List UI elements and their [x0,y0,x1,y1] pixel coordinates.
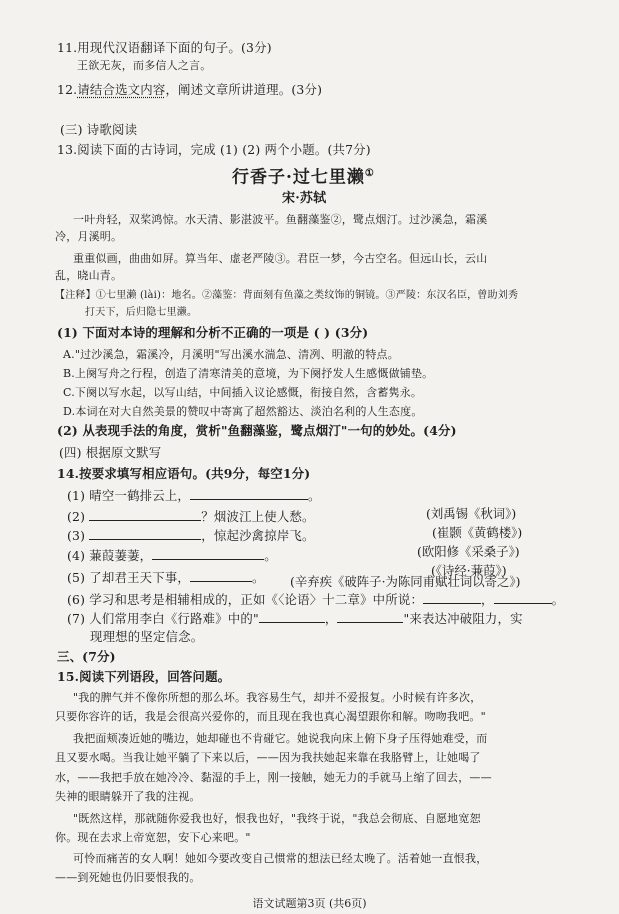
option-d: D.本词在对大自然美景的赞叹中寄寓了超然豁达、淡泊名利的人生态度。 [63,405,423,418]
answer-blank[interactable] [423,592,481,604]
poem-title [232,166,375,186]
passage-line: "我的脾气并不像你所想的那么坏。我容易生气，却并不爱报复。小时候有许多次， [73,691,482,704]
q15-prompt: 15.阅读下列语段，回答问题。 [57,669,231,684]
poem-title-text: 行香子·过七里濑 [232,167,365,188]
q14-source: (辛弃疾《破阵子·为陈同甫赋壮词以寄之》) [290,574,521,589]
section-poetry-heading: (三) 诗歌阅读 [60,122,138,137]
answer-blank[interactable] [494,592,552,604]
passage-line: 且又要水喝。当我让她平躺了下来以后，——因为我扶她起来靠在我胳臂上，让她喝了 [55,751,481,764]
answer-blank[interactable] [259,611,325,623]
q14-item7-cont: 现理想的坚定信念。 [90,629,204,644]
q13-prompt: 13.阅读下面的古诗词，完成 (1) (2) 两个小题。(共7分) [57,142,371,157]
passage-line: ——到死她也仍旧要恨我的。 [55,871,201,884]
q14-item: (5) 了却君王天下事， 。 [67,570,265,585]
q14-source: (刘禹锡《秋词》) [426,506,517,521]
poem-line: 乱，晓山青。 [55,269,123,282]
answer-blank[interactable] [190,488,308,500]
poem-line: 重重似画，曲曲如屏。算当年、虚老严陵③。君臣一梦，今古空名。但远山长，云山 [73,252,488,265]
option-b: B.上阕写舟之行程，创造了清寒清美的意境，为下阕抒发人生感慨做铺垫。 [63,367,434,380]
q14-item7: (7) 人们常用李白《行路难》中的" ， "来表达冲破阻力，实 [67,611,523,626]
answer-blank[interactable] [89,528,201,540]
q12-emphasis: 请结合选文内容 [77,82,166,97]
q14-prompt: 14.按要求填写相应语句。(共9分，每空1分) [57,466,311,481]
poem-note-cont: 打天下，后归隐七里濑。 [85,307,198,318]
poem-line: 一叶舟轻，双桨鸿惊。水天清、影湛波平。鱼翻藻鉴②，鹭点烟汀。过沙溪急，霜溪 [73,213,488,226]
answer-blank[interactable] [190,570,252,582]
q11-sentence: 王欲无灰，而多信人之言。 [77,59,212,72]
q14-item6: (6) 学习和思考是相辅相成的，正如《〈论语〉十二章》中所说： ， 。 [67,592,565,607]
passage-line: 水，——我把手放在她冷冷、黏湿的手上，刚一接触，她无力的手就马上缩了回去，—— [55,771,492,784]
q12-number: 12. [57,82,78,97]
q12-rest: ，阐述文章所讲道理。(3分) [165,82,323,97]
answer-blank[interactable] [89,509,201,521]
option-c: C.下阕以写水起，以写山结，中间插入议论感慨，衔接自然，含蓄隽永。 [63,386,423,399]
passage-line: 你。现在去求上帝宽恕，安下心来吧。" [55,831,251,844]
q12-prompt [57,82,322,97]
answer-blank[interactable] [152,548,264,560]
q14-item: (4) 蒹葭萋萋， 。 [67,548,277,563]
q14-source: (崔颢《黄鹤楼》) [432,525,523,540]
passage-line: 我把面颊凑近她的嘴边，她却碰也不肯碰它。她说我向床上俯下身子压得她难受，而 [73,732,488,745]
part-three-heading: 三、(7分) [57,649,116,664]
q13-sub1: (1) 下面对本诗的理解和分析不正确的一项是 ( ) (3分) [57,325,369,340]
q13-sub2: (2) 从表现手法的角度，赏析"鱼翻藻鉴，鹭点烟汀"一句的妙处。(4分) [57,423,457,438]
section-dictation-heading: (四) 根据原文默写 [59,445,162,460]
poem-author: 宋·苏轼 [282,191,327,206]
answer-blank[interactable] [337,611,403,623]
q14-source: (《诗经·蒹葭》) [431,563,507,578]
option-a: A."过沙溪急，霜溪冷，月溪明"写出溪水湍急、清冽、明澈的特点。 [63,348,399,361]
q14-item: (3) ，惊起沙禽掠岸飞。 [67,528,315,543]
q11-prompt: 11.用现代汉语翻译下面的句子。(3分) [57,40,272,55]
passage-line: 只要你容许的话，我是会很高兴爱你的，而且现在我也真心渴望跟你和解。吻吻我吧。" [55,710,486,723]
q14-item: (2) ？烟波江上使人愁。 [67,509,315,524]
page-footer: 语文试题第3页 (共6页) [252,897,367,910]
q14-source: (欧阳修《采桑子》) [417,544,520,559]
passage-line: 失神的眼睛躲开了我的注视。 [55,790,201,803]
passage-line: "既然这样，那就随你爱我也好，恨我也好，"我终于说，"我总会彻底、自愿地宽恕 [73,812,481,825]
passage-line: 可怜而痛苦的女人啊！她如今要改变自己惯常的想法已经太晚了。活着她一直恨我， [73,852,488,865]
poem-note: 【注释】①七里濑 (lài)：地名。②藻鉴：背面刻有鱼藻之类纹饰的铜镜。③严陵：东汉名臣，曾助刘秀 [55,290,519,301]
q14-item: (1) 晴空一鹤排云上， 。 [67,488,321,503]
poem-line: 冷，月溪明。 [55,230,123,243]
poem-title-note-mark: ① [364,168,375,179]
